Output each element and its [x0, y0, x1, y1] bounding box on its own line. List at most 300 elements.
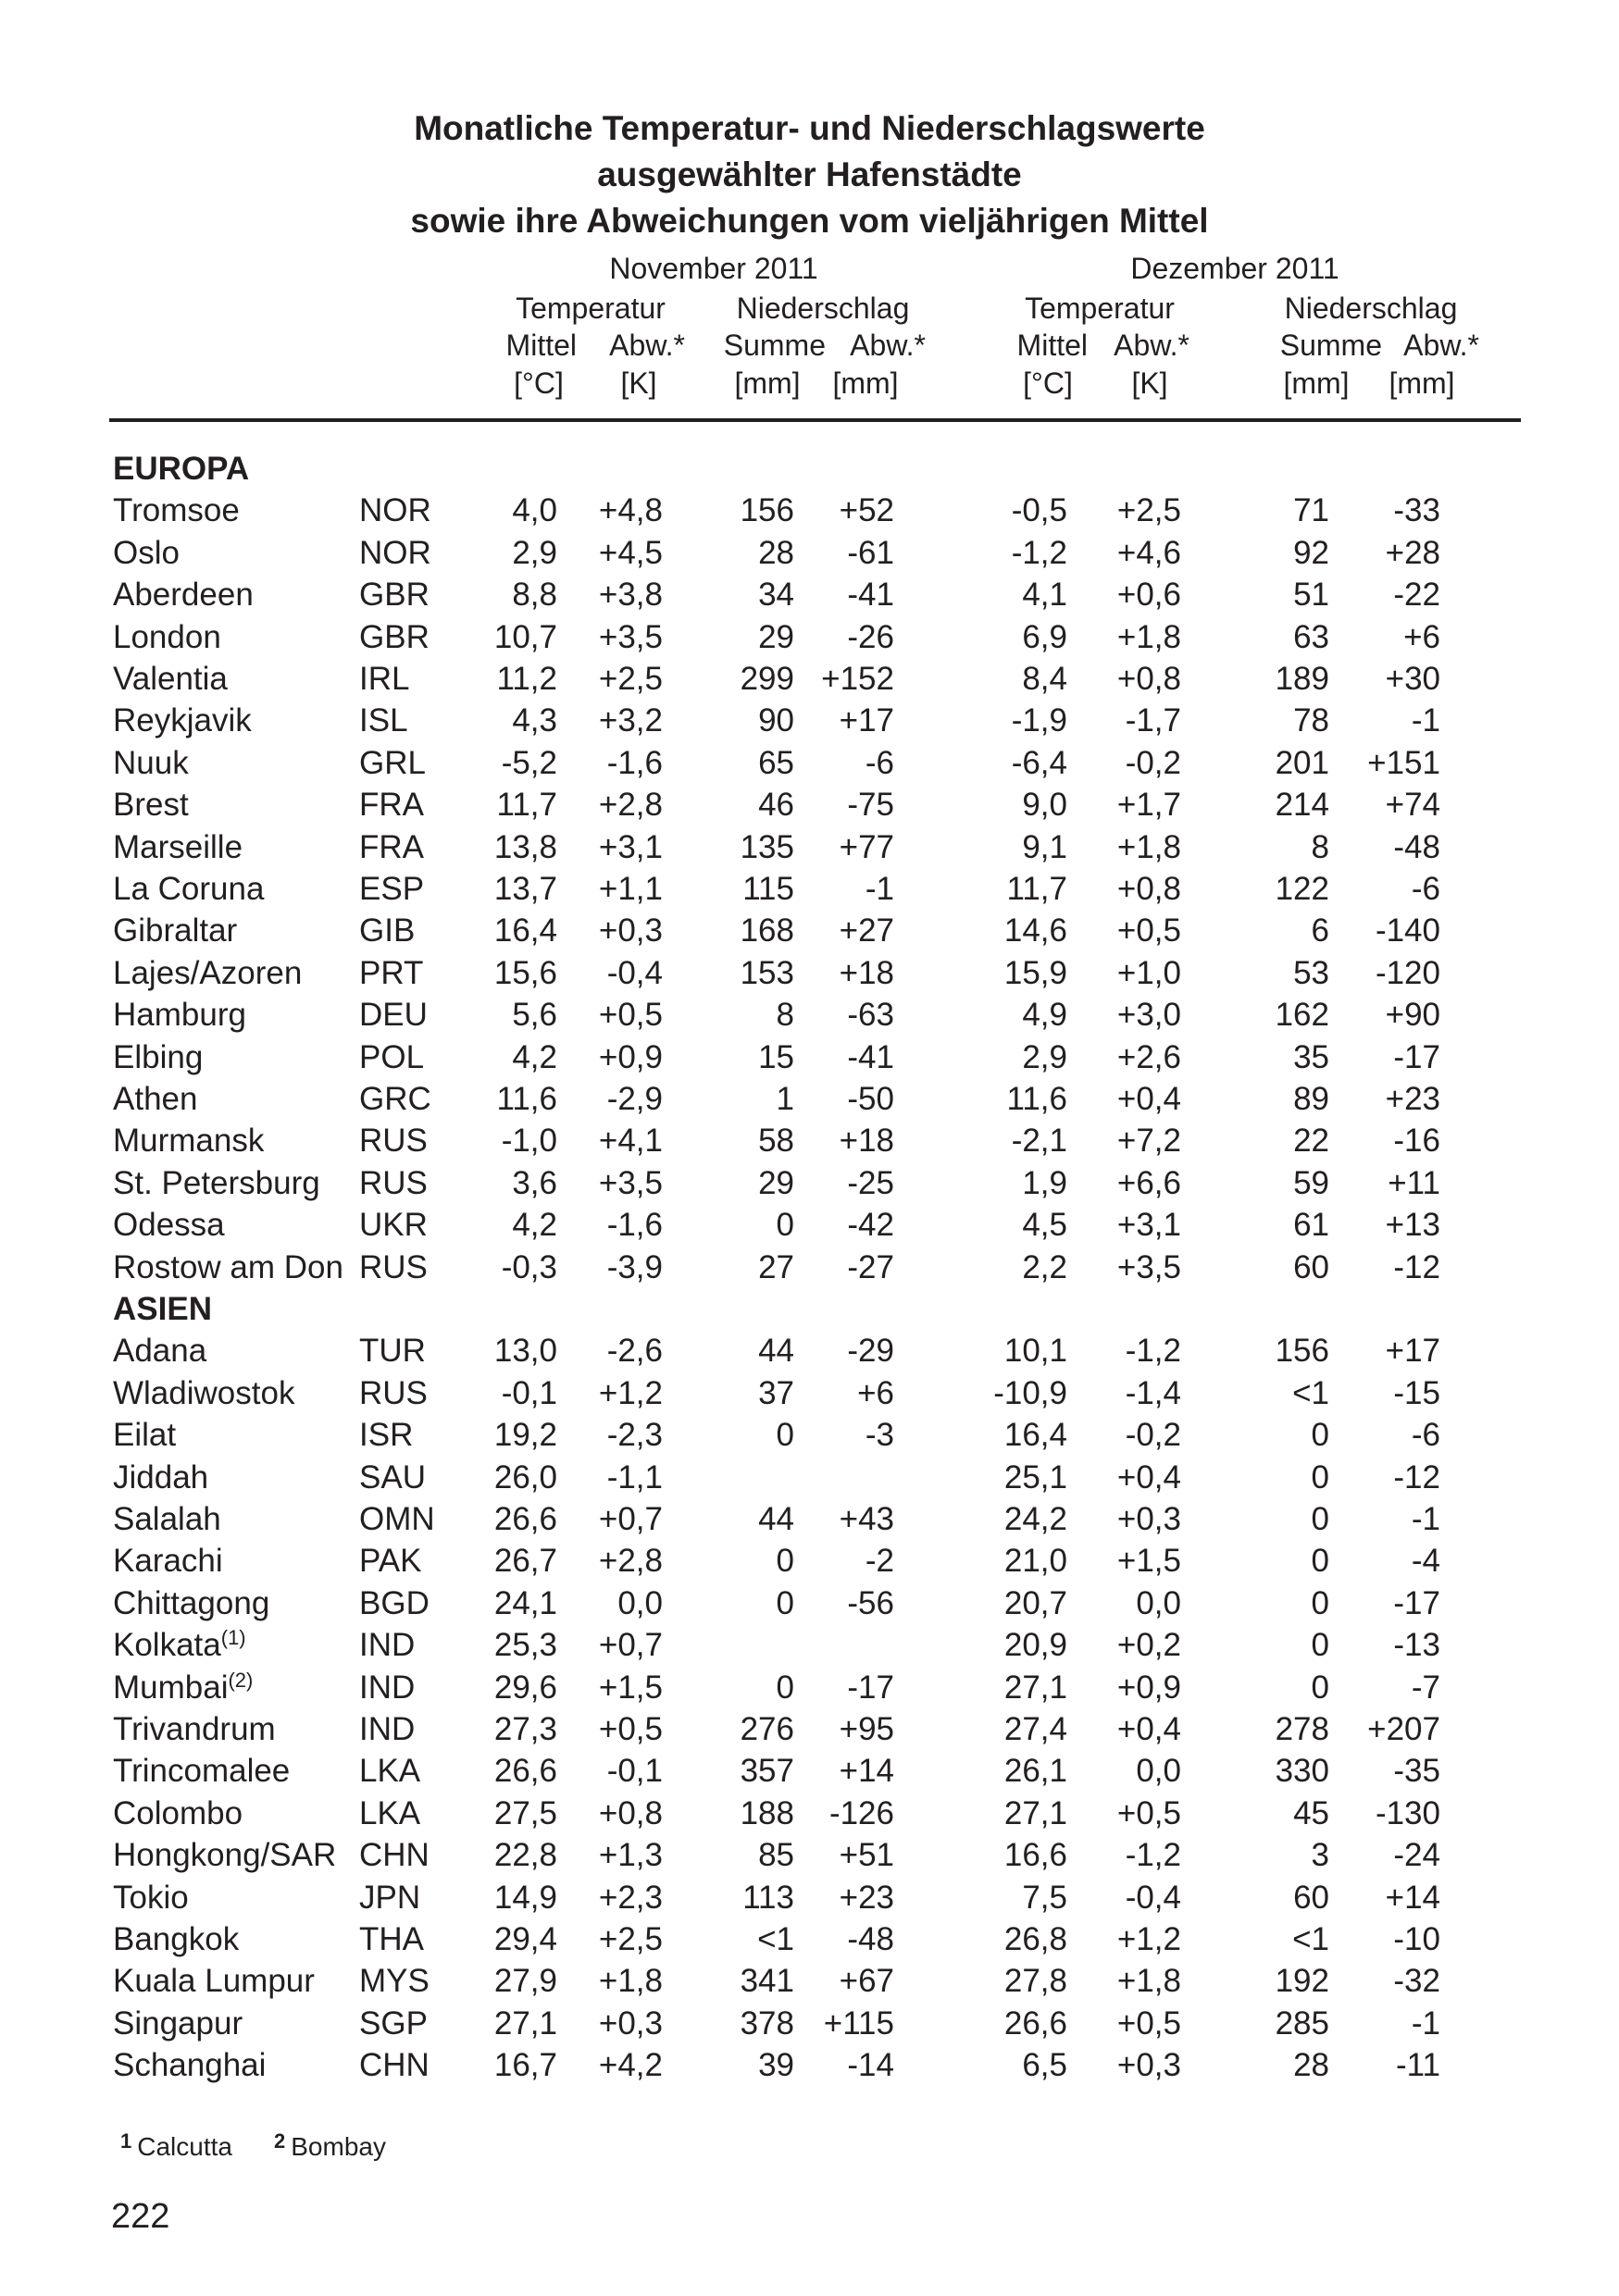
header-group-temperature-dec: Temperatur — [1025, 292, 1175, 325]
table-row — [0, 868, 1619, 910]
value-cell: -14 — [847, 2047, 894, 2084]
country-code: ISR — [359, 1417, 414, 1454]
city-name — [113, 1540, 223, 1582]
value-cell: 276 — [740, 1711, 794, 1747]
value-cell: +152 — [821, 661, 894, 697]
table-row — [0, 658, 1619, 700]
table-row — [0, 952, 1619, 994]
value-cell: 4,2 — [512, 1207, 557, 1244]
section-heading — [0, 448, 1619, 490]
value-cell: +0,5 — [598, 1711, 663, 1747]
value-cell: 16,7 — [493, 2047, 557, 2084]
value-cell: 0 — [1311, 1584, 1329, 1621]
table-row — [0, 910, 1619, 951]
value-cell: 27,1 — [1003, 1669, 1067, 1706]
value-cell: 135 — [740, 828, 794, 865]
value-cell: +0,7 — [598, 1501, 663, 1537]
value-cell: 8,8 — [512, 577, 557, 614]
city-name — [113, 1877, 189, 1918]
value-cell: 5,6 — [512, 997, 557, 1034]
city-name — [113, 2003, 243, 2044]
value-cell: +0,4 — [1116, 1458, 1181, 1496]
value-cell: +1,7 — [1116, 787, 1181, 824]
table-row — [0, 994, 1619, 1036]
value-cell: 15,9 — [1003, 954, 1067, 991]
value-cell: 26,6 — [493, 1501, 557, 1537]
table-row — [0, 1750, 1619, 1792]
value-cell: 15,6 — [493, 954, 557, 991]
value-cell: <1 — [1292, 1374, 1329, 1411]
value-cell: 8,4 — [1022, 661, 1067, 697]
value-cell: -42 — [847, 1207, 894, 1244]
value-cell: -4 — [1411, 1543, 1440, 1580]
city-name-text: Wladiwostok — [113, 1374, 295, 1411]
value-cell: +0,3 — [598, 2004, 663, 2042]
city-name-text: Hamburg — [113, 997, 246, 1034]
value-cell: 0 — [776, 1417, 794, 1454]
value-cell: +18 — [839, 1123, 894, 1160]
country-code: IND — [359, 1711, 416, 1747]
country-code: DEU — [359, 997, 428, 1034]
header-unit-abw-dec-precip: [mm] — [1389, 366, 1455, 400]
city-name-text: Brest — [113, 787, 189, 824]
city-name — [113, 1624, 246, 1666]
value-cell: 90 — [758, 702, 794, 739]
value-cell: 13,8 — [493, 828, 557, 865]
city-name — [113, 868, 264, 910]
value-cell: 11,2 — [496, 661, 557, 697]
section-heading — [0, 1288, 1619, 1330]
value-cell: 278 — [1275, 1711, 1329, 1747]
header-sub-abw-nov-temp: Abw.* — [609, 329, 685, 362]
country-code: PAK — [359, 1543, 422, 1580]
value-cell: 29 — [758, 1164, 794, 1201]
city-name-text: Kuala Lumpur — [113, 1963, 315, 2000]
country-code: GBR — [359, 618, 430, 655]
value-cell: +2,5 — [1116, 492, 1181, 529]
city-name — [113, 1667, 253, 1708]
table-row — [0, 490, 1619, 531]
table-row — [0, 1078, 1619, 1120]
value-cell: 0 — [1311, 1627, 1329, 1664]
value-cell: +2,8 — [598, 787, 663, 824]
value-cell: +0,7 — [598, 1627, 663, 1664]
city-name — [113, 616, 221, 658]
table-row — [0, 1036, 1619, 1078]
country-code: OMN — [359, 1501, 435, 1537]
value-cell: 0 — [776, 1207, 794, 1244]
value-cell: <1 — [757, 1921, 794, 1957]
value-cell: -27 — [847, 1248, 894, 1285]
city-name — [113, 1078, 197, 1120]
value-cell: +3,5 — [598, 618, 663, 655]
table-row — [0, 1498, 1619, 1540]
value-cell: 113 — [742, 1879, 794, 1916]
value-cell: -120 — [1375, 954, 1440, 991]
value-cell: 1 — [776, 1081, 794, 1117]
city-name-text: Eilat — [113, 1417, 177, 1454]
country-code: GBR — [359, 577, 430, 614]
value-cell: -6 — [1411, 871, 1440, 907]
country-code: FRA — [359, 787, 424, 824]
city-name-text: Valentia — [113, 661, 228, 697]
value-cell: -41 — [847, 1038, 894, 1075]
value-cell: +3,2 — [598, 702, 663, 739]
value-cell: 27,5 — [493, 1794, 557, 1831]
city-name — [113, 784, 189, 825]
value-cell: 4,0 — [512, 492, 557, 529]
city-name-text: Chittagong — [113, 1584, 270, 1621]
value-cell: -2,3 — [606, 1417, 663, 1454]
value-cell: 28 — [758, 534, 794, 571]
city-name-text: Athen — [113, 1081, 198, 1117]
country-code: RUS — [359, 1123, 428, 1160]
country-code: IRL — [359, 661, 410, 697]
city-name-text: Gibraltar — [113, 912, 238, 949]
value-cell: +1,3 — [598, 1837, 663, 1874]
value-cell: 6 — [1311, 912, 1329, 949]
value-cell: +1,8 — [1116, 828, 1181, 865]
header-sub-mittel-nov: Mittel — [505, 329, 577, 362]
value-cell: 61 — [1293, 1207, 1329, 1244]
value-cell: +0,9 — [1116, 1669, 1181, 1706]
country-code: TUR — [359, 1333, 426, 1370]
value-cell: +0,8 — [1116, 871, 1181, 907]
value-cell: +6 — [1403, 618, 1440, 655]
footnote-reference: (2) — [228, 1668, 254, 1692]
table-row — [0, 1667, 1619, 1708]
value-cell: 0 — [1311, 1501, 1329, 1537]
value-cell: 9,1 — [1022, 828, 1067, 865]
value-cell: -32 — [1393, 1963, 1440, 2000]
value-cell: -1,9 — [1011, 702, 1067, 739]
value-cell: 188 — [740, 1794, 794, 1831]
value-cell: 20,9 — [1003, 1627, 1067, 1664]
table-row — [0, 1960, 1619, 2002]
value-cell: -1,6 — [606, 1207, 663, 1244]
value-cell: -1 — [865, 871, 894, 907]
value-cell: -35 — [1393, 1753, 1440, 1790]
city-name — [113, 1457, 208, 1498]
city-name-text: Mumbai — [113, 1669, 229, 1706]
value-cell: -0,4 — [606, 954, 663, 991]
value-cell: 8 — [1311, 828, 1329, 865]
country-code: BGD — [359, 1584, 430, 1621]
value-cell: 4,2 — [512, 1038, 557, 1075]
value-cell: 214 — [1275, 787, 1329, 824]
value-cell: 44 — [758, 1501, 794, 1537]
value-cell: 92 — [1293, 534, 1329, 571]
value-cell: 357 — [740, 1753, 794, 1790]
value-cell: 156 — [740, 492, 794, 529]
table-row — [0, 742, 1619, 784]
table-row — [0, 1708, 1619, 1750]
city-name-text: Nuuk — [113, 744, 189, 781]
header-unit-abw-dec-temp: [K] — [1131, 366, 1168, 400]
value-cell: 2,9 — [512, 534, 557, 571]
value-cell: -2,9 — [606, 1081, 663, 1117]
value-cell: +14 — [839, 1753, 894, 1790]
value-cell: +0,3 — [598, 912, 663, 949]
value-cell: 330 — [1275, 1753, 1329, 1790]
country-code: PRT — [359, 954, 424, 991]
value-cell: -48 — [1393, 828, 1440, 865]
value-cell: 16,6 — [1003, 1837, 1067, 1874]
value-cell: 13,7 — [493, 871, 557, 907]
table-row — [0, 1120, 1619, 1161]
value-cell: -1,6 — [606, 744, 663, 781]
value-cell: +0,8 — [1116, 661, 1181, 697]
value-cell: -0,4 — [1125, 1879, 1181, 1916]
section-heading-label: ASIEN — [113, 1291, 212, 1327]
table-row — [0, 1162, 1619, 1204]
city-name-text: Murmansk — [113, 1123, 265, 1160]
table-row — [0, 826, 1619, 868]
value-cell: 0 — [776, 1669, 794, 1706]
value-cell: +51 — [839, 1837, 894, 1874]
value-cell: 11,6 — [496, 1081, 557, 1117]
city-name-text: Jiddah — [113, 1458, 209, 1496]
value-cell: +0,8 — [598, 1794, 663, 1831]
country-code: RUS — [359, 1248, 428, 1285]
city-name-text: Adana — [113, 1333, 207, 1370]
value-cell: +0,4 — [1116, 1081, 1181, 1117]
city-name — [113, 826, 243, 868]
value-cell: -0,1 — [501, 1374, 557, 1411]
value-cell: -2,1 — [1011, 1123, 1067, 1160]
value-cell: 11,6 — [1006, 1081, 1067, 1117]
value-cell: +52 — [839, 492, 894, 529]
section-heading-label: EUROPA — [113, 451, 250, 487]
header-sub-abw-dec-precip: Abw.* — [1403, 329, 1479, 362]
value-cell: 192 — [1275, 1963, 1329, 2000]
value-cell: +0,5 — [598, 997, 663, 1034]
value-cell: 71 — [1293, 492, 1329, 529]
value-cell: 4,3 — [512, 702, 557, 739]
value-cell: 285 — [1275, 2004, 1329, 2042]
city-name — [113, 2044, 266, 2086]
city-name — [113, 1498, 221, 1540]
value-cell: +1,1 — [598, 871, 663, 907]
value-cell: 122 — [1275, 871, 1329, 907]
table-row — [0, 700, 1619, 741]
value-cell: 9,0 — [1022, 787, 1067, 824]
country-code: GRC — [359, 1081, 431, 1117]
city-name-text: Marseille — [113, 828, 243, 865]
value-cell: -1,0 — [501, 1123, 557, 1160]
value-cell: +17 — [1385, 1333, 1440, 1370]
value-cell: -2,6 — [606, 1333, 663, 1370]
value-cell: +28 — [1385, 534, 1440, 571]
value-cell: +0,5 — [1116, 912, 1181, 949]
value-cell: 20,7 — [1003, 1584, 1067, 1621]
country-code: MYS — [359, 1963, 430, 2000]
value-cell: -29 — [847, 1333, 894, 1370]
value-cell: 0 — [1311, 1669, 1329, 1706]
value-cell: 1,9 — [1022, 1164, 1067, 1201]
city-name — [113, 490, 240, 531]
value-cell: -130 — [1375, 1794, 1440, 1831]
value-cell: +1,8 — [1116, 1963, 1181, 2000]
value-cell: 13,0 — [493, 1333, 557, 1370]
value-cell: 45 — [1293, 1794, 1329, 1831]
value-cell: 6,9 — [1022, 618, 1067, 655]
value-cell: +11 — [1388, 1164, 1440, 1201]
value-cell: -6 — [1411, 1417, 1440, 1454]
country-code: THA — [359, 1921, 424, 1957]
value-cell: +1,5 — [598, 1669, 663, 1706]
value-cell: +3,8 — [598, 577, 663, 614]
city-name-text: Odessa — [113, 1207, 225, 1244]
value-cell: -1,7 — [1125, 702, 1181, 739]
value-cell: -1,2 — [1125, 1837, 1181, 1874]
footnote-text: Bombay — [291, 2132, 386, 2161]
value-cell: -0,2 — [1125, 744, 1181, 781]
value-cell: +4,6 — [1116, 534, 1181, 571]
city-name — [113, 1582, 269, 1624]
value-cell: 26,1 — [1003, 1753, 1067, 1790]
value-cell: +17 — [839, 702, 894, 739]
value-cell: 299 — [740, 661, 794, 697]
value-cell: +3,5 — [598, 1164, 663, 1201]
header-sub-summe-nov: Summe — [723, 329, 826, 362]
header-sub-summe-dec: Summe — [1279, 329, 1382, 362]
value-cell: 0,0 — [1136, 1753, 1181, 1790]
city-name — [113, 1036, 203, 1078]
value-cell: -1 — [1411, 702, 1440, 739]
value-cell: +23 — [839, 1879, 894, 1916]
value-cell: +43 — [839, 1501, 894, 1537]
table-row — [0, 574, 1619, 615]
city-name-text: La Coruna — [113, 871, 265, 907]
value-cell: +2,8 — [598, 1543, 663, 1580]
city-name-text: Karachi — [113, 1543, 223, 1580]
header-unit-abw-nov-temp: [K] — [620, 366, 657, 400]
value-cell: 27,1 — [1003, 1794, 1067, 1831]
value-cell: 58 — [758, 1123, 794, 1160]
country-code: LKA — [359, 1753, 421, 1790]
city-name — [113, 1793, 243, 1834]
value-cell: <1 — [1292, 1921, 1329, 1957]
city-name-text: Bangkok — [113, 1921, 240, 1957]
value-cell: -1,2 — [1125, 1333, 1181, 1370]
country-code: SGP — [359, 2004, 428, 2042]
value-cell: 201 — [1275, 744, 1329, 781]
value-cell: 22 — [1293, 1123, 1329, 1160]
value-cell: 0,0 — [617, 1584, 663, 1621]
value-cell: +2,6 — [1116, 1038, 1181, 1075]
value-cell: +4,1 — [598, 1123, 663, 1160]
value-cell: 153 — [740, 954, 794, 991]
value-cell: -0,2 — [1125, 1417, 1181, 1454]
value-cell: -41 — [847, 577, 894, 614]
value-cell: 8 — [776, 997, 794, 1034]
value-cell: -15 — [1393, 1374, 1440, 1411]
city-name — [113, 700, 252, 741]
value-cell: +7,2 — [1116, 1123, 1181, 1160]
value-cell: -0,3 — [501, 1248, 557, 1285]
city-name-text: Oslo — [113, 534, 180, 571]
value-cell: +0,9 — [598, 1038, 663, 1075]
page-title-line-3: sowie ihre Abweichungen vom vieljährigen Mittel — [410, 202, 1209, 240]
value-cell: +3,0 — [1116, 997, 1181, 1034]
value-cell: 0 — [776, 1584, 794, 1621]
value-cell: 29,6 — [493, 1669, 557, 1706]
header-rule — [109, 418, 1521, 422]
value-cell: -26 — [847, 618, 894, 655]
value-cell: +23 — [1385, 1081, 1440, 1117]
value-cell: -6 — [865, 744, 894, 781]
value-cell: 26,7 — [493, 1543, 557, 1580]
value-cell: 19,2 — [493, 1417, 557, 1454]
table-row — [0, 1457, 1619, 1498]
value-cell: +0,3 — [1116, 1501, 1181, 1537]
value-cell: 168 — [740, 912, 794, 949]
header-group-precip-nov: Niederschlag — [736, 292, 910, 325]
city-name — [113, 742, 189, 784]
value-cell: -25 — [847, 1164, 894, 1201]
value-cell: 29 — [758, 618, 794, 655]
country-code: UKR — [359, 1207, 428, 1244]
table-row — [0, 1414, 1619, 1456]
footnote-mark: 2 — [274, 2129, 286, 2153]
table-row — [0, 1372, 1619, 1414]
value-cell: 378 — [740, 2004, 794, 2042]
city-name — [113, 1330, 206, 1371]
value-cell: 25,1 — [1003, 1458, 1067, 1496]
value-cell: -63 — [847, 997, 894, 1034]
value-cell: +151 — [1367, 744, 1440, 781]
value-cell: -3 — [865, 1417, 894, 1454]
city-name-text: Singapur — [113, 2004, 243, 2042]
value-cell: 11,7 — [1006, 871, 1067, 907]
value-cell: +27 — [839, 912, 894, 949]
value-cell: 60 — [1293, 1879, 1329, 1916]
value-cell: 22,8 — [493, 1837, 557, 1874]
page-number: 222 — [111, 2197, 170, 2236]
value-cell: +6,6 — [1116, 1164, 1181, 1201]
city-name-text: Schanghai — [113, 2047, 267, 2084]
value-cell: 27,1 — [493, 2004, 557, 2042]
header-sub-abw-dec-temp: Abw.* — [1114, 329, 1189, 362]
value-cell: -140 — [1375, 912, 1440, 949]
city-name — [113, 1960, 315, 2002]
table-row — [0, 2044, 1619, 2086]
value-cell: +2,5 — [598, 661, 663, 697]
value-cell: -10 — [1393, 1921, 1440, 1957]
city-name-text: Lajes/Azoren — [113, 954, 303, 991]
value-cell: 156 — [1275, 1333, 1329, 1370]
value-cell: -126 — [828, 1794, 894, 1831]
value-cell: 162 — [1275, 997, 1329, 1034]
value-cell: 46 — [758, 787, 794, 824]
value-cell: 10,7 — [493, 618, 557, 655]
value-cell: 115 — [742, 871, 794, 907]
value-cell: 27,9 — [493, 1963, 557, 2000]
value-cell: +0,5 — [1116, 2004, 1181, 2042]
value-cell: 85 — [758, 1837, 794, 1874]
value-cell: 27,8 — [1003, 1963, 1067, 2000]
city-name — [113, 1834, 336, 1876]
country-code: FRA — [359, 828, 424, 865]
table-row — [0, 616, 1619, 658]
value-cell: +6 — [857, 1374, 894, 1411]
value-cell: +1,0 — [1116, 954, 1181, 991]
header-sub-abw-nov-precip: Abw.* — [850, 329, 926, 362]
value-cell: 0 — [1311, 1417, 1329, 1454]
city-name-text: Kolkata — [113, 1627, 221, 1664]
value-cell: -3,9 — [606, 1248, 663, 1285]
